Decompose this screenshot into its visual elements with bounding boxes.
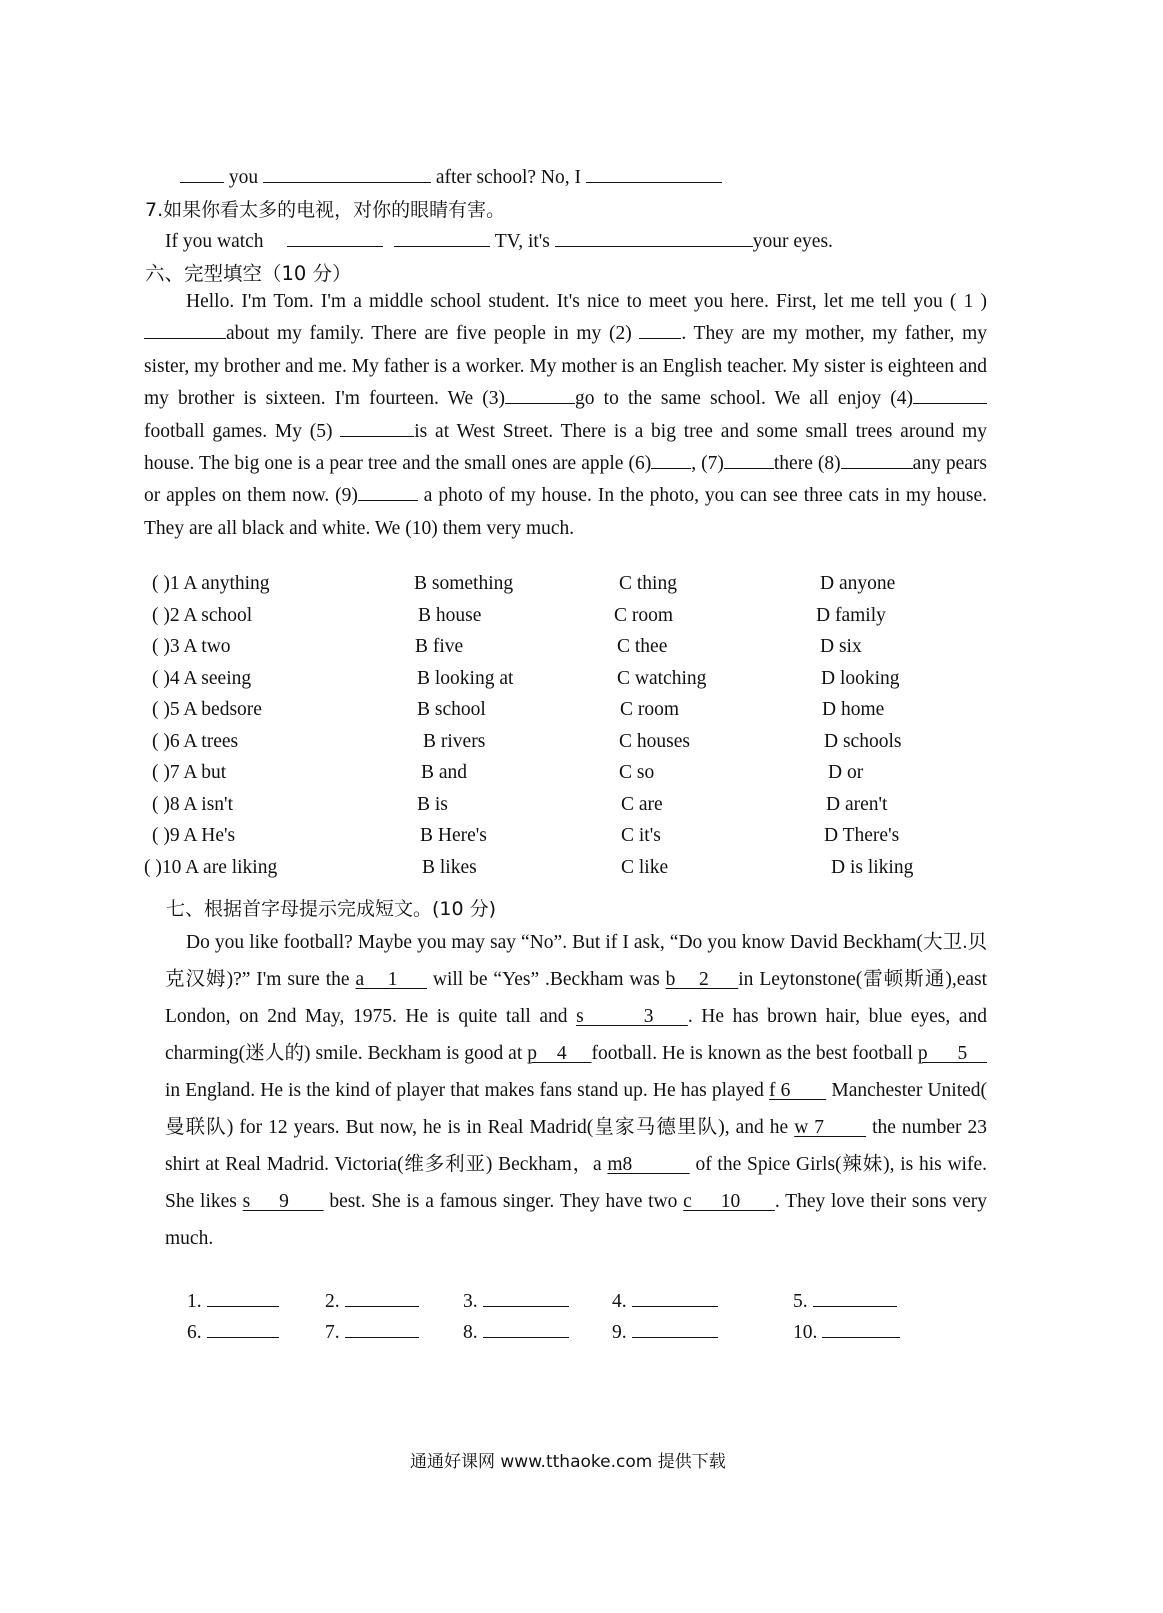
q7-answer-line bbox=[165, 227, 833, 253]
blank[interactable] bbox=[287, 227, 383, 247]
hint-blank[interactable]: m8 bbox=[607, 1154, 690, 1175]
blank[interactable] bbox=[555, 227, 753, 247]
option-d[interactable]: D schools bbox=[824, 731, 902, 752]
answer-4: 4. bbox=[612, 1287, 718, 1313]
answer-8: 8. bbox=[463, 1318, 569, 1344]
answer-field[interactable] bbox=[632, 1318, 718, 1338]
blank[interactable] bbox=[841, 449, 913, 469]
option-b[interactable]: B something bbox=[414, 573, 514, 594]
blank[interactable] bbox=[724, 449, 774, 469]
option-c[interactable]: C houses bbox=[619, 731, 690, 752]
option-b[interactable]: B five bbox=[415, 636, 464, 657]
section7-title: 七、根据首字母提示完成短文。(10 分) bbox=[166, 898, 497, 920]
answer-field[interactable] bbox=[483, 1287, 569, 1307]
option-a[interactable]: ( )7 A but bbox=[152, 762, 227, 783]
answer-7: 7. bbox=[325, 1318, 419, 1344]
option-c[interactable]: C like bbox=[621, 857, 669, 878]
hint-blank[interactable]: s 9 bbox=[242, 1191, 324, 1212]
option-a[interactable]: ( )1 A anything bbox=[152, 573, 270, 594]
option-c[interactable]: C it's bbox=[621, 825, 661, 846]
option-b[interactable]: B is bbox=[417, 794, 448, 815]
option-c[interactable]: C room bbox=[614, 605, 674, 626]
option-b[interactable]: B Here's bbox=[420, 825, 487, 846]
option-b[interactable]: B house bbox=[418, 605, 482, 626]
option-d[interactable]: D anyone bbox=[820, 573, 896, 594]
option-a[interactable]: ( )10 A are liking bbox=[144, 857, 278, 878]
q7-prompt: 7.如果你看太多的电视，对你的眼睛有害。 bbox=[145, 199, 506, 221]
blank[interactable] bbox=[340, 417, 414, 437]
option-d[interactable]: D There's bbox=[824, 825, 900, 846]
answer-3: 3. bbox=[463, 1287, 569, 1313]
option-row bbox=[152, 825, 952, 855]
answer-6: 6. bbox=[187, 1318, 279, 1344]
option-a[interactable]: ( )9 A He's bbox=[152, 825, 236, 846]
option-a[interactable]: ( )4 A seeing bbox=[152, 668, 252, 689]
section7-passage: Do you like football? Maybe you may say “No”. But if I ask, “Do you know David Beckham(大卫.贝克汉姆)?” I'm sure the a 1 will be “Yes” .Beckham was b 2 in Leytonstone(雷顿斯通),east London, on 2nd May, 1975. He is quite tall and s 3 . He has brown hair, blue eyes, and charming(迷人的) smile. Beckham is good at p 4 football. He is known as the best football p 5 in England. He is the kind of player that makes fans stand up. He has played f 6 Manchester United( 曼联队) for 12 years. But now, he is in Real Madrid(皇家马德里队), and he w 7 the number 23 shirt at Real Madrid. Victoria(维多利亚) Beckham，a m8 of the Spice Girls(辣妹), is his wife. She likes s 9 best. She is a famous singer. They have two c 10 . They love their sons very much. bbox=[165, 932, 988, 1249]
text: you bbox=[228, 167, 259, 188]
option-b[interactable]: B and bbox=[421, 762, 468, 783]
option-row bbox=[152, 573, 952, 603]
option-d[interactable]: D aren't bbox=[826, 794, 888, 815]
option-c[interactable]: C watching bbox=[617, 668, 707, 689]
answer-field[interactable] bbox=[345, 1318, 419, 1338]
hint-blank[interactable]: w 7 bbox=[794, 1117, 867, 1138]
hint-blank[interactable]: c 10 bbox=[683, 1191, 775, 1212]
option-row bbox=[152, 605, 952, 635]
option-row bbox=[152, 668, 952, 698]
answer-9: 9. bbox=[612, 1318, 718, 1344]
option-d[interactable]: D six bbox=[820, 636, 862, 657]
option-c[interactable]: C room bbox=[620, 699, 680, 720]
footer-watermark: 通通好课网 www.tthaoke.com 提供下载 bbox=[410, 1452, 726, 1472]
hint-blank[interactable]: s 3 bbox=[576, 1006, 688, 1027]
option-a[interactable]: ( )5 A bedsore bbox=[152, 699, 262, 720]
option-a[interactable]: ( )3 A two bbox=[152, 636, 231, 657]
answer-field[interactable] bbox=[207, 1287, 279, 1307]
answer-field[interactable] bbox=[813, 1287, 897, 1307]
answer-field[interactable] bbox=[207, 1318, 279, 1338]
hint-blank[interactable]: p 4 bbox=[527, 1043, 592, 1064]
option-d[interactable]: D home bbox=[822, 699, 885, 720]
text: after school? No, I bbox=[435, 167, 581, 188]
option-c[interactable]: C are bbox=[621, 794, 663, 815]
blank[interactable] bbox=[263, 163, 431, 183]
hint-blank[interactable]: f 6 bbox=[769, 1080, 827, 1101]
answer-field[interactable] bbox=[345, 1287, 419, 1307]
option-c[interactable]: C thee bbox=[617, 636, 668, 657]
blank[interactable] bbox=[586, 163, 722, 183]
blank[interactable] bbox=[358, 481, 418, 501]
option-a[interactable]: ( )8 A isn't bbox=[152, 794, 233, 815]
option-b[interactable]: B rivers bbox=[423, 731, 486, 752]
option-a[interactable]: ( )2 A school bbox=[152, 605, 253, 626]
answer-field[interactable] bbox=[822, 1318, 900, 1338]
option-a[interactable]: ( )6 A trees bbox=[152, 731, 239, 752]
blank[interactable] bbox=[394, 227, 490, 247]
blank[interactable] bbox=[180, 163, 224, 183]
option-c[interactable]: C so bbox=[619, 762, 655, 783]
option-d[interactable]: D family bbox=[816, 605, 886, 626]
option-row bbox=[152, 762, 952, 792]
option-b[interactable]: B likes bbox=[422, 857, 477, 878]
answer-1: 1. bbox=[187, 1287, 279, 1313]
text: If you watch bbox=[165, 231, 264, 252]
option-c[interactable]: C thing bbox=[619, 573, 677, 594]
text: your eyes. bbox=[752, 231, 833, 252]
option-b[interactable]: B looking at bbox=[417, 668, 514, 689]
blank[interactable] bbox=[505, 384, 575, 404]
text: TV, it's bbox=[494, 231, 550, 252]
option-d[interactable]: D looking bbox=[821, 668, 900, 689]
option-row bbox=[152, 636, 952, 666]
blank[interactable] bbox=[913, 384, 987, 404]
option-row bbox=[152, 699, 952, 729]
hint-blank[interactable]: b 2 bbox=[665, 969, 739, 990]
hint-blank[interactable]: p 5 bbox=[917, 1043, 988, 1064]
section6-passage: Hello. I'm Tom. I'm a middle school student. It's nice to meet you here. First, let me tell you ( 1 )about my family. There are five people in my (2) . They are my mother, my father, my sister, my brother and me. My father is a worker. My mother is an English teacher. My sister is eighteen and my brother is sixteen. I'm fourteen. We (3) go to the same school. We all enjoy (4) football games. My (5) is at West Street. There is a big tree and some small trees around my house. The big one is a pear tree and the small ones are apple (6) , (7) there (8) any pears or apples on them now. (9) a photo of my house. In the photo, you can see three cats in my house. They are all black and white. We (10) them very much. bbox=[144, 291, 988, 539]
option-d[interactable]: D is liking bbox=[831, 857, 914, 878]
answer-10: 10. bbox=[793, 1318, 900, 1344]
option-d[interactable]: D or bbox=[828, 762, 864, 783]
section6-title: 六、完型填空（10 分） bbox=[145, 262, 352, 285]
blank[interactable] bbox=[651, 449, 691, 469]
option-row bbox=[144, 857, 964, 887]
q6-answer-line bbox=[180, 163, 722, 189]
option-row bbox=[152, 794, 952, 824]
blank[interactable] bbox=[639, 319, 681, 339]
blank[interactable] bbox=[144, 319, 226, 339]
answer-5: 5. bbox=[793, 1287, 897, 1313]
option-row bbox=[152, 731, 952, 761]
hint-blank[interactable]: a 1 bbox=[355, 969, 427, 990]
answer-field[interactable] bbox=[483, 1318, 569, 1338]
answer-field[interactable] bbox=[632, 1287, 718, 1307]
option-b[interactable]: B school bbox=[417, 699, 486, 720]
answer-2: 2. bbox=[325, 1287, 419, 1313]
